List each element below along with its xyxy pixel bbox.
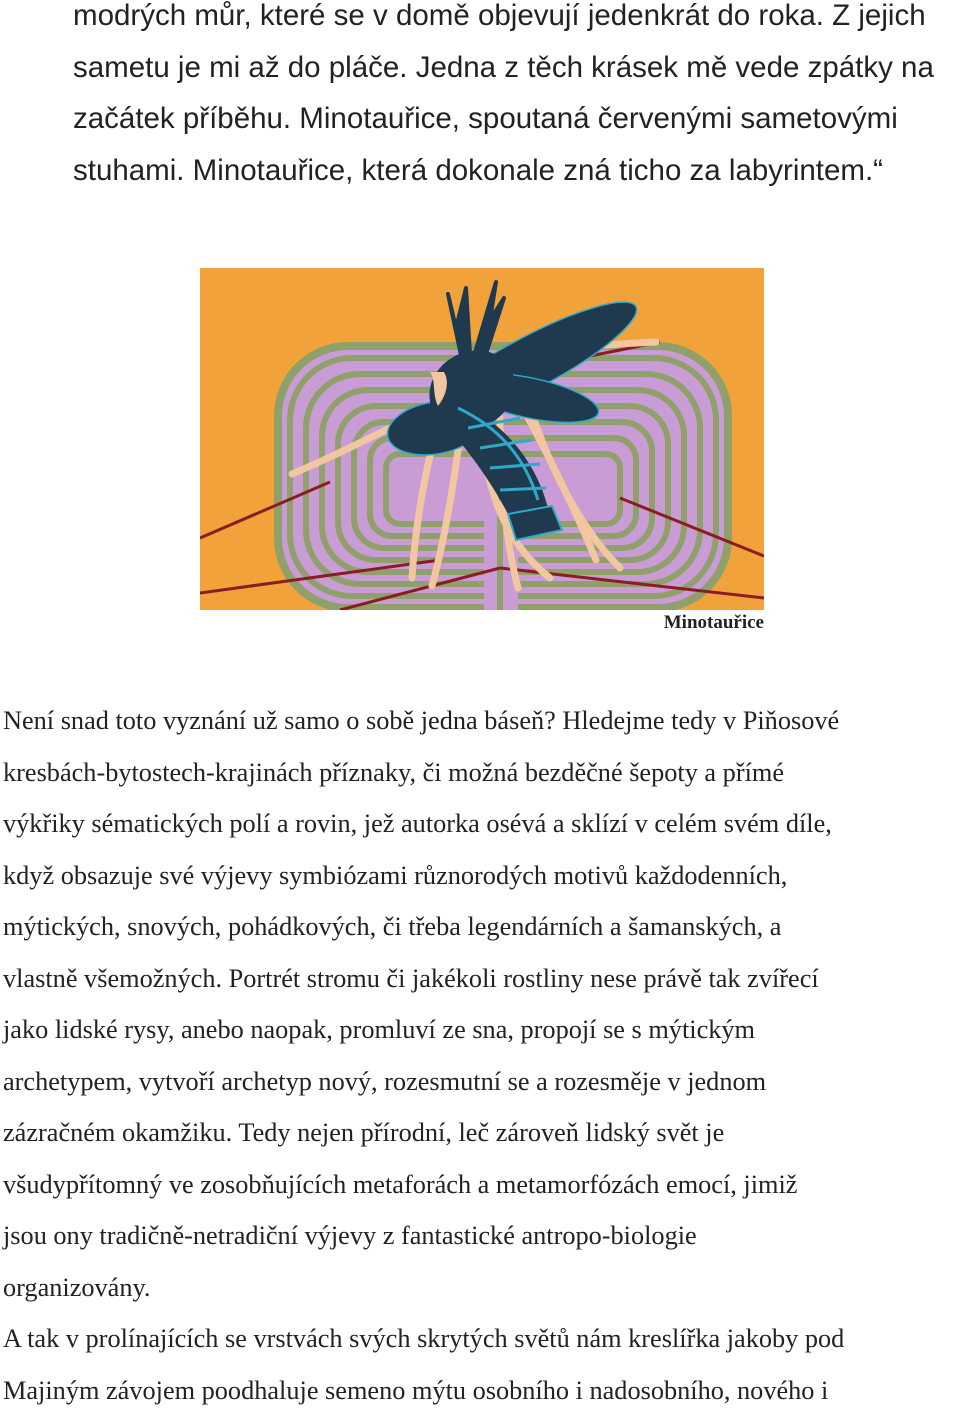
paragraph-line: organizovány. xyxy=(3,1262,958,1314)
figure-caption: Minotauřice xyxy=(664,610,764,636)
quote-line: modrých můr, které se v domě objevují jedenkrát do roka. Z jejich xyxy=(73,0,953,42)
quote-line: sametu je mi až do pláče. Jedna z těch krásek mě vede zpátky na xyxy=(73,42,953,94)
paragraph-line: výkřiky sématických polí a rovin, jež autorka osévá a sklízí v celém svém díle, xyxy=(3,798,958,850)
quote-line: začátek příběhu. Minotauřice, spoutaná červenými sametovými xyxy=(73,93,953,145)
quote-paragraph xyxy=(73,0,953,196)
paragraph-line: kresbách-bytostech-krajinách příznaky, či možná bezděčné šepoty a přímé xyxy=(3,747,958,799)
paragraph-line: zázračném okamžiku. Tedy nejen přírodní, leč zároveň lidský svět je xyxy=(3,1107,958,1159)
paragraph-line: archetypem, vytvoří archetyp nový, rozesmutní se a rozesměje v jednom xyxy=(3,1056,958,1108)
paragraph-line: Není snad toto vyznání už samo o sobě jedna báseň? Hledejme tedy v Piňosové xyxy=(3,695,958,747)
paragraph-line: Majiným závojem poodhaluje semeno mýtu osobního i nadosobního, nového i xyxy=(3,1365,958,1416)
paragraph-line: mýtických, snových, pohádkových, či třeba legendárních a šamanských, a xyxy=(3,901,958,953)
paragraph-line: když obsazuje své výjevy symbiózami různorodých motivů každodenních, xyxy=(3,850,958,902)
minotaur-artwork xyxy=(200,268,764,610)
body-paragraph xyxy=(3,695,958,1416)
quote-line: stuhami. Minotauřice, která dokonale zná ticho za labyrintem.“ xyxy=(73,145,953,197)
paragraph-line: všudypřítomný ve zosobňujících metaforách a metamorfózách emocí, jimiž xyxy=(3,1159,958,1211)
artwork-illustration xyxy=(200,268,764,610)
paragraph-line: vlastně všemožných. Portrét stromu či jakékoli rostliny nese právě tak zvířecí xyxy=(3,953,958,1005)
paragraph-line: jsou ony tradičně-netradiční výjevy z fantastické antropo-biologie xyxy=(3,1210,958,1262)
paragraph-line: jako lidské rysy, anebo naopak, promluví ze sna, propojí se s mýtickým xyxy=(3,1004,958,1056)
paragraph-line: A tak v prolínajících se vrstvách svých skrytých světů nám kreslířka jakoby pod xyxy=(3,1313,958,1365)
